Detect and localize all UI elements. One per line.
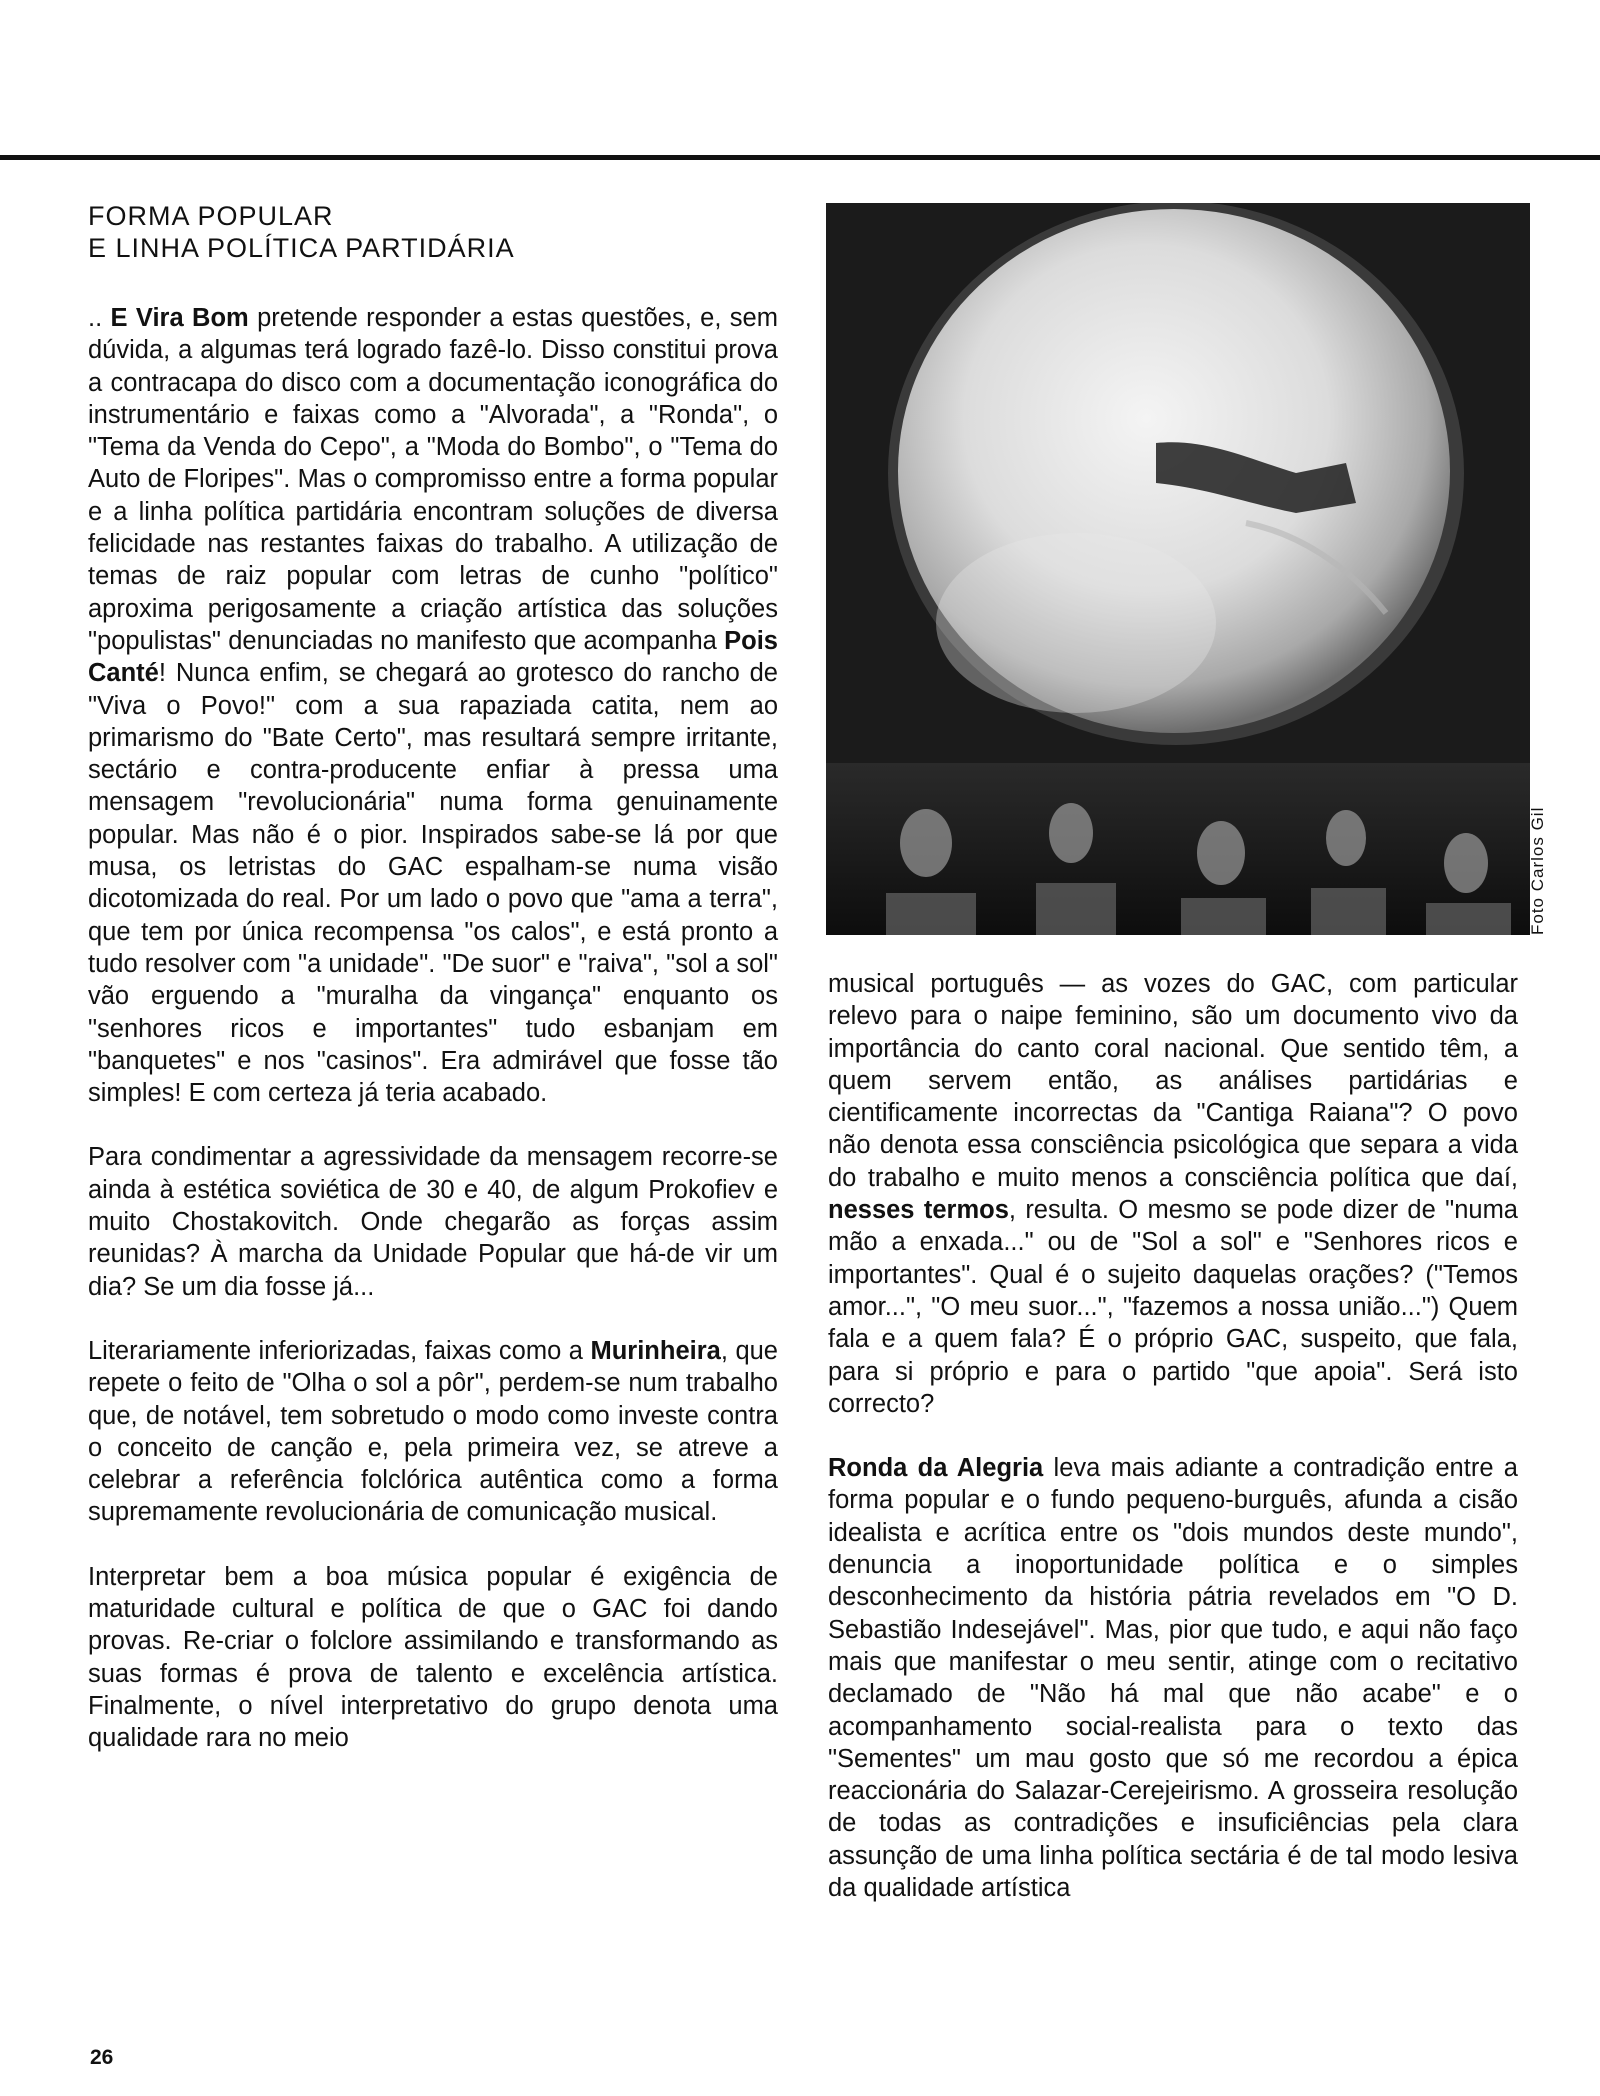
- paragraph-lead: ..: [88, 304, 111, 332]
- paragraph-5: [828, 968, 1518, 1420]
- paragraph-text: musical português — as vozes do GAC, com particular relevo para o naipe feminino, são um documento vivo da importância do canto coral nacional. Que sentido têm, a quem servem então, as análises partidárias e cientificamente incorrectas da "Cantiga Raiana"? O povo não denota essa consciência psicológica que separa a vida do trabalho e muito menos a consciência política que daí,: [828, 970, 1518, 1192]
- paragraph-text: , que repete o feito de "Olha o sol a pôr", perdem-se num trabalho que, de notável, tem sobretudo o modo como investe contra o conceito de canção e, pela primeira vez, se atreve a celebrar a referência folclórica autêntica como a forma supremamente revolucionária de comunicação musical.: [88, 1336, 778, 1527]
- photo-figure: [826, 203, 1530, 935]
- album-title: E Vira Bom: [110, 304, 249, 332]
- top-rule: [0, 155, 1600, 160]
- section-heading: [88, 200, 778, 264]
- drum-photo: [826, 203, 1530, 935]
- paragraph-2: Para condimentar a agressividade da mensagem recorre-se ainda à estética soviética de 30 e 40, de algum Prokofiev e muito Chostakovitch. Onde chegarão as forças assim reunidas? À marcha da Unidade Popular que há-de vir um dia? Se um dia fosse já...: [88, 1143, 778, 1301]
- paragraph-6: [828, 1452, 1518, 1904]
- heading-line-1: FORMA POPULAR: [88, 201, 334, 231]
- drum-photo-image: [826, 203, 1530, 935]
- left-column: [88, 200, 778, 1754]
- paragraph-text: Literariamente inferiorizadas, faixas como a: [88, 1336, 591, 1365]
- track-title: Ronda da Alegria: [828, 1454, 1044, 1483]
- paragraph-4: Interpretar bem a boa música popular é exigência de maturidade cultural e política de que o GAC foi dando provas. Re-criar o folclore assimilando e transformando as suas formas é prova de talento e excelência artística. Finalmente, o nível interpretativo do grupo denota uma qualidade rara no meio: [88, 1562, 778, 1753]
- photo-credit: Foto Carlos Gil: [1528, 806, 1547, 935]
- paragraph-text: leva mais adiante a contradição entre a forma popular e o fundo pequeno-burguês, afunda a cisão idealista e acrítica entre os "dois mundos deste mundo", denuncia a inoportunidade política e o simples desconhecimento da história pátria revelados em "O D. Sebastião Indesejável". Mas, pior que tudo, e aqui não faço mais que manifestar o meu sentir, atinge com o recitativo declamado de "Não há mal que não acabe" e o acompanhamento social-realista para o texto das "Sementes" um mau gosto que só me recordou a épica reaccionária do Salazar-Cerejeirismo. A grosseira resolução de todas as contradições e insuficiências pela clara assunção de uma linha política sectária é de tal modo lesiva da qualidade artística: [828, 1454, 1518, 1903]
- page-number: 26: [90, 2046, 114, 2069]
- right-column: [828, 968, 1518, 1904]
- emphasis: nesses termos: [828, 1196, 1009, 1225]
- paragraph-text: pretende responder a estas questões, e, sem dúvida, a algumas terá logrado fazê-lo. Disso constitui prova a contracapa do disco com a documentação iconográfica do instrumentário e faixas como a "Alvorada", a "Ronda", o "Tema da Venda do Cepo", a "Moda do Bombo", o "Tema do Auto de Floripes". Mas o compromisso entre a forma popular e a linha política partidária encontram soluções de diversa felicidade nas restantes faixas do trabalho. A utilização de temas de raiz popular com letras de cunho "político" aproxima perigosamente a criação artística das soluções "populistas" denunciadas no manifesto que acompanha: [88, 304, 778, 655]
- track-title: Murinheira: [590, 1336, 721, 1365]
- paragraph-3: [88, 1335, 778, 1529]
- paragraph-text: ! Nunca enfim, se chegará ao grotesco do rancho de "Viva o Povo!" com a sua rapaziada catita, nem ao primarismo do "Bate Certo", mas resultará sempre irritante, sectário e contra-producente enfiar à pressa uma mensagem "revolucionária" numa forma genuinamente popular. Mas não é o pior. Inspirados sabe-se lá por que musa, os letristas do GAC espalham-se numa visão dicotomizada do real. Por um lado o povo que "ama a terra", que tem por única recompensa "os calos", e está pronto a tudo resolver com "a unidade". "De suor" e "raiva", "sol a sol" vão erguendo a "muralha da vingança" enquanto os "senhores ricos e importantes" tudo esbanjam em "banquetes" e nos "casinos". Era admirável que fosse tão simples! E com certeza já teria acabado.: [88, 659, 778, 1108]
- paragraph-text: , resulta. O mesmo se pode dizer de "numa mão a enxada..." ou de "Sol a sol" e "Senhores ricos e importantes". Qual é o sujeito daquelas orações? ("Temos amor...", "O meu suor...", "fazemos a nossa união...") Quem fala e a quem fala? É o próprio GAC, suspeito, que fala, para si próprio e para o partido "que apoia". Será isto correcto?: [828, 1196, 1518, 1418]
- album-title: Pois Canté: [88, 626, 778, 688]
- heading-line-2: E LINHA POLÍTICA PARTIDÁRIA: [88, 233, 515, 263]
- paragraph-1: [88, 302, 778, 1109]
